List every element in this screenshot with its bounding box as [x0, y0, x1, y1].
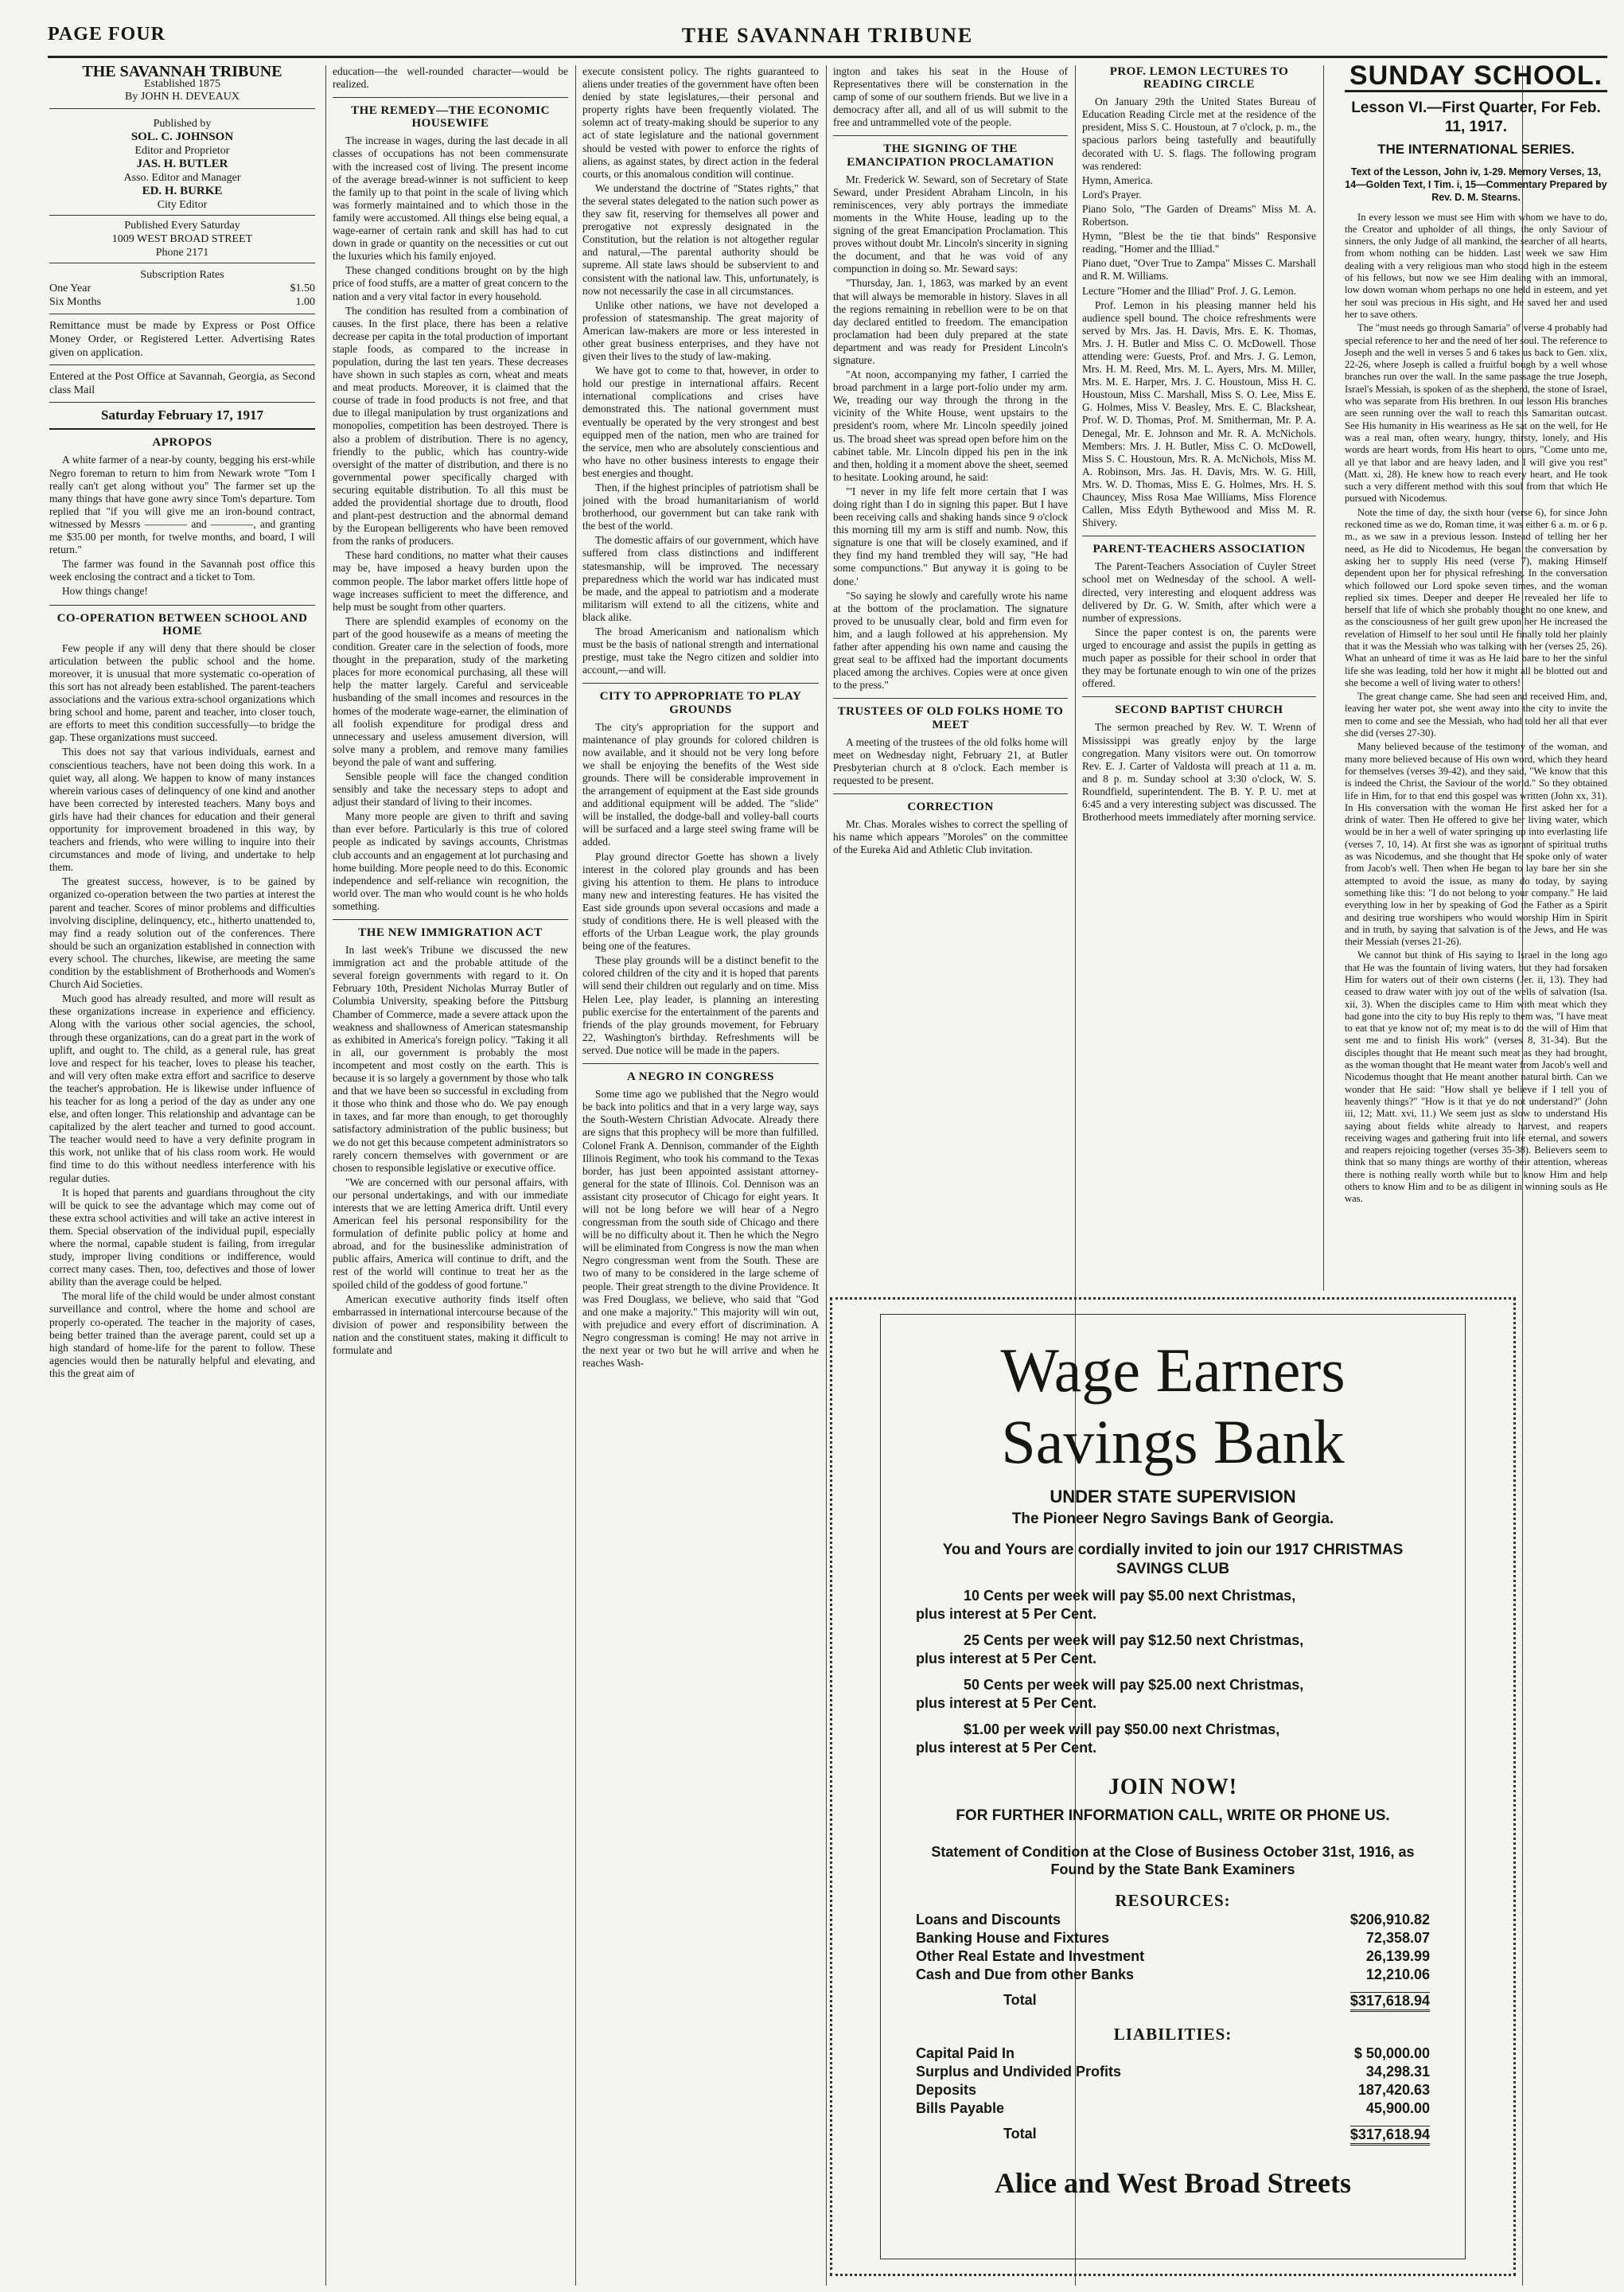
- article-paragraph: The Parent-Teachers Association of Cuyler Street school met on Wednesday of the school. A well-directed, very interesting and eloquent address was delivered by Dr. G. W. Smith, after which were a number of expressions.: [1082, 560, 1316, 624]
- article-headline: SECOND BAPTIST CHURCH: [1082, 696, 1316, 716]
- article-paragraph: The "must needs go through Samaria" of verse 4 probably had special reference to her and the need of her soul. The reference to Joseph and the well in verses 5 and 6 takes us back to Gen. xlix, 22-26, where Joseph is called a fruitful bough by a well whose branches run over the wall. In the same passage the true Joseph, Israel's Messiah, is spoken of as the shepherd, the stone of Israel, who was separate from His brethren. In our lesson His branches are seen running over the wall to reach this Samaritan outcast. See His humanity in His weariness as He sat on the well, for He was a real man, often weary, hungry, thirsty, lonely, and His words are heart words, from His heart to ours, "Come unto me, all ye that labor and are heavy laden, and I will give you rest" (Matt. xi, 28). He knew how to reach every heart, and He took such a very different method with this soul from that which He pursued with Nicodemus.: [1345, 322, 1607, 505]
- office-info: [49, 216, 315, 263]
- article-paragraph: These play grounds will be a distinct benefit to the colored children of the city and it is hoped that parents will send their children out regularly and on time. Miss Helen Lee, play leader, is planning an interesting public exercise for the entertainment of the parents and friends of the play grounds movement, for February 22, Washington's birthday. Refreshments will be served. Due notice will be made in the papers.: [582, 954, 819, 1056]
- page-number-label: PAGE FOUR: [48, 24, 166, 45]
- rates-title: Subscription Rates: [140, 269, 224, 282]
- article-continuation: ington and takes his seat in the House of Representatives there will be consternation in the camp of some of our southern friends. But we live in a democracy after all, and all of us will submit to the free and untrammelled vote of the people.: [833, 65, 1068, 129]
- contact-callout: FOR FURTHER INFORMATION CALL, WRITE OR PHONE US.: [956, 1807, 1390, 1824]
- article-paragraph: Note the time of day, the sixth hour (verse 6), for since John reckoned time as we do, Roman time, it was either 6 a. m. or 6 p. m., as we saw in a previous lesson. Instead of telling her her need, as He did to Nicodemus, He began the conversation by asking her to supply His need (verse 7), making Himself dependent upon her for physical refreshing. In the conversation which followed our Lord spoke seven times, and the woman replied six times. Deeper and deeper He revealed her life to herself that life of which she probably thought no one knew, and as the consciousness of her guilt grew upon her He increased the revelation of Himself to her soul until He finally told her plainly that it was the Messiah who was talking with her (verses 25, 26). What an unheard of time it was as He laid bare to her the sinful life she was leading, told her how it might all be blotted out and she become a well of living water to others!: [1345, 506, 1607, 688]
- program-item: Lecture "Homer and the Illiad" Prof. J. G. Lemon.: [1082, 284, 1296, 297]
- advertisement-frame: [880, 1314, 1466, 2259]
- article-paragraph: We understand the doctrine of "States rights," that the several states delegated to the nation such power as they saw fit, reserving for themselves all power and prerogative not expressly designated in the Constitution, but the relation is not altogether regular and natural,—The parental authority should be supreme. All state laws should be subservient to and consistent with the national law. This, unfortunately, is now not necessarily the case in all circumstances.: [582, 181, 819, 297]
- savings-plan: $1.00 per week will pay $50.00 next Christmas, plus interest at 5 Per Cent.: [916, 1721, 1280, 1756]
- article-paragraph: Prof. Lemon in his pleasing manner held his audience spell bound. The choice refreshments were served by Mrs. Jas. H. Davis, Mrs. E. K. Thomas, Mrs. J. H. Butler and Miss C. O. McDowell. Those attending were: Guests, Prof. and Mrs. J. G. Lemon, Mrs. H. M. Reed, Mrs. M. L. Ayers, Mrs. M. Miller, Mrs. M. E. Harper, Mrs. J. C. Houstoun, Miss H. C. Houstoun, Miss C. Marshall, Miss S. O. Lee, Miss E. G. Holmes, Miss V. Beasley, Mrs. E. C. Blackshear, Prof. W. D. Thomas, Prof. M. Smitherman, Mr. P. A. Denegal, Mr. E. Johnson and Mr. R. A. McNichols. Members: Mrs. J. H. Butler, Miss C. O. McDowell, Miss S. C. Houstoun, Mrs. R. A. McNichols, Miss M. A. Robinson, Mrs. Jas. H. Davis, Mrs. W. G. Hill, Mrs. W. D. Thomas, Miss E. G. Holmes, Mrs. H. S. Chauncey, Miss Rosa Mae Williams, Miss Florence Callen, Miss Edyth Bythewood and Miss M. R. Shivery.: [1082, 298, 1316, 529]
- liabilities-total: Total $317,618.94: [916, 2126, 1430, 2146]
- article-headline: A NEGRO IN CONGRESS: [582, 1063, 819, 1083]
- program-item: Piano duet, "Over True to Zampa" Misses C. Marshall and R. M. Williams.: [1082, 257, 1316, 283]
- office-address: 1009 WEST BROAD STREET: [111, 233, 253, 246]
- column-rule: [1323, 65, 1324, 1291]
- article-headline: APROPOS: [152, 436, 212, 450]
- publication-schedule: Published Every Saturday: [124, 220, 240, 232]
- article-headline: CITY TO APPROPRIATE TO PLAY GROUNDS: [582, 683, 819, 715]
- article-paragraph: "At noon, accompanying my father, I carried the broad parchment in a large port-folio under my arm. We, treading our way through the throng in the vicinity of the White House, went upstairs to the president's room, where Mr. Lincoln speedily joined us. The broad sheet was spread open before him on the cabinet table. Mr. Lincoln dipped his pen in the ink and then, holding it a moment above the sheet, seemed to hesitate. Looking around, he said:: [833, 368, 1068, 483]
- article-paragraph: In last week's Tribune we discussed the new immigration act and the probable attitude of the several foreign governments with regard to it. On February 10th, President Nicholas Murray Butler of Columbia University, speaking before the Pittsburg Chamber of Commerce, made a severe attack upon the weakness and shallowness of American statesmanship as exhibited in America's foreign policy. "Taking it all in all, our government is probably the most incompetent and most costly on the earth. This is because it is so largely a government by those who talk and that we have been so successful in excluding from it those who think and those who do. We pay enough in taxes, and far more than enough, to get thoroughly satisfactory administration of the public business; but we do not get this because competent administrators so rarely concern themselves with government or are chosen to responsible legislative or executive office.: [333, 944, 568, 1174]
- resources-heading: RESOURCES:: [1115, 1891, 1231, 1910]
- article-paragraph: The broad Americanism and nationalism which must be the basis of national strength and international prestige, must take the Negro citizen and soldier into account,—and will.: [582, 626, 819, 676]
- column-3: [582, 65, 819, 2286]
- resource-row: Banking House and Fixtures 72,358.07: [916, 1930, 1430, 1946]
- founder-line: By JOHN H. DEVEAUX: [125, 91, 240, 103]
- rate-row: One Year $1.50: [49, 283, 315, 295]
- statement-heading: Statement of Condition at the Close of Business October 31st, 1916, as Found by the State Bank Examiners: [931, 1844, 1415, 1877]
- column-4: [833, 65, 1068, 1291]
- liability-row: Surplus and Undivided Profits 34,298.31: [916, 2064, 1430, 2080]
- article-headline: PROF. LEMON LECTURES TO READING CIRCLE: [1109, 65, 1289, 92]
- resource-row: Cash and Due from other Banks 12,210.06: [916, 1967, 1430, 1982]
- article-paragraph: A white farmer of a near-by county, begging his erst-while Negro foreman to return to him from Newark wrote "Tom I really can't get along without you" The farmer set up the many things that have gone awry since Tom's departure. Tom replied that "if you will give me an iron-bound contract, witnessed by Messrs ———— and ————, and granting me $35.00 per month, for twelve months, and board, I will return.": [49, 454, 315, 556]
- article-paragraph: "So saying he slowly and carefully wrote his name at the bottom of the proclamation. The signature proved to be unusually clear, bold and firm even for him, and a laugh followed at his apprehension. My father after appending his own name and causing the great seal to be affixed had the important documents placed among the archives. Copies were at once given to the press.": [833, 589, 1068, 692]
- article-paragraph: Play ground director Goette has shown a lively interest in the colored play grounds and has been giving his attention to them. He plans to introduce many new and interesting features. He has visited the East side grounds upon several occasions and made a study of conditions there. He is well pleased with the efforts of the Urban League work, the play grounds being one of the features.: [582, 850, 819, 953]
- article-paragraph: These hard conditions, no matter what their causes may be, have imposed a heavy burden upon the common people. The labor market offers little hope of wage increases sufficient to meet the difference, and help must be sought from other quarters.: [333, 549, 568, 613]
- article-paragraph: "Thursday, Jan. 1, 1863, was marked by an event that will always be memorable in history. Slaves in all the regions remaining in rebellion were to be on that day declared entitled to freedom. The emancipation proclamation had been duly prepared at the state department and was ready for President Lincoln's signature.: [833, 277, 1068, 366]
- article-paragraph: The sermon preached by Rev. W. T. Wrenn of Mississippi was greatly enjoy by the large congregation. Many visitors were out. On tomorrow Rev. E. J. Carter of Valdosta will preach at 11 a. m. and 8 p. m. Sunday school at 3:30 o'clock, W. S. Roundfield, superintendent. The B. Y. P. U. met at 6:45 and a very interesting subject was discussed. The Brotherhood meets immediately after morning service.: [1082, 721, 1316, 824]
- article-paragraph: On January 29th the United States Bureau of Education Reading Circle met at the residence of the president, Miss S. C. Houstoun, at 7 o'clock, p. m., the spacious parlors being tastefully and beautifully decorated with U. S. flags. The following program was rendered:: [1082, 96, 1316, 172]
- article-paragraph: A meeting of the trustees of the old folks home will meet on Wednesday night, February 21, at Butler Presbyterian church at 8 o'clock. Each member is requested to be present.: [833, 735, 1068, 786]
- article-paragraph: Since the paper contest is on, the parents were urged to encourage and assist the pupils in getting as much paper as possible for their school in order that they may be fortunate enough to win one of the prizes offered.: [1082, 626, 1316, 690]
- article-headline: PARENT-TEACHERS ASSOCIATION: [1082, 536, 1316, 555]
- office-phone: Phone 2171: [155, 247, 209, 259]
- supervision-line: UNDER STATE SUPERVISION: [1050, 1487, 1296, 1507]
- article-headline: CORRECTION: [833, 793, 1068, 813]
- column-rule: [575, 65, 576, 2286]
- article-paragraph: "'I never in my life felt more certain that I was doing right than I do in signing this paper. But I have been receiving calls and shaking hands since 9 o'clock this morning till my arm is stiff and numb. Now, this signature is one that will be closely examined, and if they find my hand trembled they will say, "He had some compunctions." But anyway it is going to be done.': [833, 485, 1068, 587]
- associate-editor-name: JAS. H. BUTLER: [136, 158, 228, 171]
- article-paragraph: American executive authority finds itself often embarrassed in international intercourse because of the division of power and responsibility between the nation and the constituent states, making it difficult to formulate and: [333, 1292, 568, 1356]
- remittance-note: Remittance must be made by Express or Post Office Money Order, or Registered Letter. Advertising Rates given on application.: [49, 314, 315, 365]
- article-headline: THE REMEDY—THE ECONOMIC HOUSEWIFE: [333, 97, 568, 130]
- article-paragraph: The greatest success, however, is to be gained by organized co-operation between the two parties at interest the parent and teacher. Scores of minor problems and difficulties involving discipline, delinquency, etc., hitherto unattended to, may find a ready solution out of the conferences. There should be such an organization established in connection with every school. The churches, likewise, are meeting the same condition by the establishment of Brotherhoods and Women's Church Aid Societies.: [49, 875, 315, 991]
- liability-row: Deposits 187,420.63: [916, 2082, 1430, 2098]
- subscription-rates: [49, 263, 315, 314]
- masthead-title: THE SAVANNAH TRIBUNE: [82, 65, 282, 80]
- article-paragraph: Many more people are given to thrift and saving than ever before. Particularly is this true of colored people as indicated by savings accounts, Christmas club accounts and an engagement at lot purchasing and home building. More people need to do this. Economic independence and self-reliance win recognition, the world over. The man who would count is he who holds something.: [333, 810, 568, 912]
- article-paragraph: Sensible people will face the changed condition sensibly and take the necessary steps to adopt and adjust their standard of living to their incomes.: [333, 770, 568, 809]
- liability-row: Bills Payable 45,900.00: [916, 2100, 1430, 2116]
- article-paragraph: These changed conditions brought on by the high price of food stuffs, are a matter of great concern to the nation and a very vital factor in every household.: [333, 264, 568, 302]
- city-editor-name: ED. H. BURKE: [142, 185, 223, 198]
- header-rule: [48, 56, 1607, 58]
- article-continuation: execute consistent policy. The rights guaranteed to aliens under treaties of the government have often been denied by state legislatures,—their personal and property rights have been frequently violated. The solemn act of treaty-making should be superior to any act of state legislature and the national government should be vested with power to enforce the rights of aliens, as against states, by direct action in the federal courts, or this anomalous condition will continue.: [582, 65, 819, 180]
- sunday-school-title: SUNDAY SCHOOL.: [1345, 65, 1607, 92]
- established-line: Established 1875: [143, 78, 221, 91]
- resource-row: Other Real Estate and Investment 26,139.99: [916, 1948, 1430, 1964]
- bank-name-line-1: Wage Earners: [1000, 1335, 1346, 1405]
- publisher-info: [49, 114, 315, 216]
- rate-row: Six Months 1.00: [49, 296, 315, 309]
- associate-editor-role: Asso. Editor and Manager: [123, 172, 241, 185]
- published-by: Published by: [153, 118, 212, 131]
- article-paragraph: Much good has already resulted, and more will result as these organizations increase in experience and efficiency. Along with the various other social agencies, the school, through these organizations, can do a great part in the work of uplift, and ought to. The child, as a general rule, has great love and respect for his teacher, loves to please his teacher, and will very often make extra effort and sacrifice to deserve the teacher's approbation. He is likewise under influence of his teacher for as long a period of the day as under any one else, and often longer. This relationship and advantage can be capitalized by the alert teacher and turned to good account. The teacher would need to have a very definite program in this work, not unlike that of his class room work. He would find time to do this without needless interference with his regular duties.: [49, 992, 315, 1184]
- publisher-role: Editor and Proprietor: [134, 145, 230, 158]
- article-paragraph: "We are concerned with our personal affairs, with our personal undertakings, and with our immediate interests that we are letting America drift. Until every American feel his personal responsibility for the formulation of definite public policy at home and abroad, and for the businesslike administration of public affairs, America will continue to drift, and the rest of the world will continue to treat her as the spoiled child of the goddess of good fortune.": [333, 1175, 568, 1291]
- article-headline: CO-OPERATION BETWEEN SCHOOL AND HOME: [49, 605, 315, 637]
- column-5: [1082, 65, 1316, 1291]
- column-rule: [826, 65, 827, 2286]
- column-2: [333, 65, 568, 2286]
- article-paragraph: How things change!: [62, 585, 148, 598]
- article-paragraph: The condition has resulted from a combination of causes. In the first place, there has been a relative decrease per capita in the total production of important staple foods, as compared to the increase in population, during the last ten years. These decreases have shown in such staples as corn, wheat and meats and meat products. Moreover, it is claimed that the course of trade in food products is not free, and that due to illegal manipulation by trust organizations and monopolies, competition has been destroyed. There is also a problem of distribution. There is no agency, friendly to the public, which has country-wide oversight of the matter of distribution, and there is no governmental power specifically charged with securing equitable distribution. To all this must be added the providential shortage due to drouth, flood and plant-pest destruction and the abnormal demand by the European belligerents who have been removed from the ranks of producers.: [333, 304, 568, 548]
- bank-advertisement: [830, 1297, 1516, 2276]
- article-headline: TRUSTEES OF OLD FOLKS HOME TO MEET: [833, 698, 1068, 731]
- article-paragraph: Mr. Frederick W. Seward, son of Secretary of State Seward, under President Abraham Lincoln, in his reminiscences, very ably portrays the immediate moments in the White House, leading up to the signing of the great Emancipation Proclamation. This proves without doubt Mr. Lincoln's sincerity in signing the document, and that he was void of any compunction in doing so. Mr. Seward says:: [833, 173, 1068, 275]
- program-item: Hymn, "Blest be the tie that binds" Responsive reading, "Homer and the Illiad.": [1082, 230, 1316, 255]
- column-1: [49, 65, 315, 2286]
- article-headline: THE SIGNING OF THE EMANCIPATION PROCLAMATION: [833, 135, 1068, 168]
- article-paragraph: Then, if the highest principles of patriotism shall be joined with the broad humanitarianism of world brotherhood, our government but can take rank with the best of the world.: [582, 481, 819, 532]
- article-paragraph: In every lesson we must see Him with whom we have to do, the Creator and upholder of all things, the only Saviour of sinners, the only Judge of all mankind, the searcher of all hearts, from whom nothing can be hidden. Last week we saw Him dealing with a very religious man who stood high in the esteem of his fellows, but now we see Him dealing with an immoral, low down woman whom perhaps no one held in esteem, and yet her soul was precious in His sight, and He saved her and used her to save others.: [1345, 211, 1607, 320]
- lesson-heading: Lesson VI.—First Quarter, For Feb. 11, 1917.: [1351, 99, 1601, 136]
- article-paragraph: Many believed because of the testimony of the woman, and many more believed because of His own word, which they heard for themselves (verses 39-42), and they said, "We know that this is indeed the Christ, the Saviour of the world." So they obtained life in Him, for to that end this gospel was written (John xx, 31). In His conversation with the woman He first asked her for a drink of water. Then He offered to give her living water, which would be in her a well of water springing up into everlasting life (verses 7, 10, 14). At first she was as ignorant of spiritual truths as was Nicodemus, and she thought that He spoke only of water from Jacob's well. Then when He began to lay bare her sin she attempted to avoid the issue, as many do today, by saying something like this: "I do not belong to your company." He laid everything low in her by speaking of God the Father as a Spirit and desiring true worshipers who would worship Him in Spirit and in truth, by saying that salvation is of the Jews, and He was their Messiah (verses 21-26).: [1345, 741, 1607, 948]
- resources-total: Total $317,618.94: [916, 1992, 1430, 2012]
- postal-entry-note: Entered at the Post Office at Savannah, Georgia, as Second class Mail: [49, 365, 315, 403]
- article-paragraph: The domestic affairs of our government, which have suffered from class distinctions and indifferent statesmanship, will be improved. The necessary preparedness which the world war has indicated must be made, and the appeal to patriotism and a moderate militarism will extend to all the citizens, white and black alike.: [582, 534, 819, 623]
- article-paragraph: Some time ago we published that the Negro would be back into politics and that in a very large way, says the South-Western Christian Advocate. Already there are signs that this prophecy will be more than fulfilled. Colonel Frank A. Dennison, commander of the Eighth Illinois Regiment, who took his command to the Texas border, has just been appointed assistant attorney-general for the state of Illinois. Col. Dennison was an assistant city prosecutor of Chicago for eight years. It will not be long before we will hear of a Negro congressman from the south side of Chicago and there will be no difficulty about it. Then he which the Negro will be eliminated from Congress is now the man when Negro congressman went from the South. These are two of many to be considered in the large scheme of people. Their great strength to the divine Providence. It was Fred Douglass, we believe, who said that "God and one make a majority." This majority will win out, with prejudice and every effort of discrimination. A Negro congressman is coming! He may not arrive in the next year or two but he will arrive and when he reaches Wash-: [582, 1088, 819, 1370]
- article-paragraph: Few people if any will deny that there should be closer articulation between the public school and the home. moreover, it is unusual that more systematic co-operation of this sort has not already been established. The parent-teachers associations and the various extra-school organizations which bring school and home, parent and teacher, into closer touch, are efforts to meet this condition successfully—to bridge the gap. These organizations must succeed.: [49, 641, 315, 744]
- article-paragraph: The moral life of the child would be under almost constant surveillance and control, where the home and school are properly co-operated. The teacher in the majority of cases, being better trained than the average parent, could set up a high standard of home-life for the parent to follow. These agencies would then be naturally helpful and elevating, and this the great aim of: [49, 1290, 315, 1379]
- article-paragraph: Mr. Chas. Morales wishes to correct the spelling of his name which appears "Moroles" on the committee of the Eureka Aid and Athletic Club invitation.: [833, 818, 1068, 856]
- issue-date: Saturday February 17, 1917: [49, 403, 315, 430]
- article-continuation: education—the well-rounded character—would be realized.: [333, 65, 568, 91]
- bank-name-line-2: Savings Bank: [1001, 1407, 1345, 1476]
- resource-row: Loans and Discounts $206,910.82: [916, 1912, 1430, 1928]
- liability-row: Capital Paid In $ 50,000.00: [916, 2045, 1430, 2061]
- program-item: Piano Solo, "The Garden of Dreams" Miss M. A. Robertson.: [1082, 202, 1316, 228]
- article-headline: THE NEW IMMIGRATION ACT: [333, 919, 568, 939]
- article-paragraph: The farmer was found in the Savannah post office this week enclosing the contract and a ticket to Tom.: [49, 558, 315, 583]
- page-header: [48, 22, 1607, 54]
- column-rule: [325, 65, 326, 2286]
- series-heading: THE INTERNATIONAL SERIES.: [1377, 142, 1575, 158]
- masthead-box: [49, 65, 315, 109]
- club-invitation: You and Yours are cordially invited to join our 1917 CHRISTMAS SAVINGS CLUB: [942, 1542, 1404, 1577]
- savings-plan: 50 Cents per week will pay $25.00 next Christmas, plus interest at 5 Per Cent.: [916, 1677, 1304, 1711]
- article-paragraph: There are splendid examples of economy on the part of the good housewife as a means of meeting the condition. Greater care in the selection of foods, more thought in the preparation, study of the marketing places for more economical purchasing, all these will help the matter largely. Careful and serviceable husbanding of the small incomes and resources in the homes of the moderate wage-earner, the elimination of all foolish expenditure for prodigal dress and unnecessary and useless amusement diversion, will solve many a problem, and remove many families beyond the pale of want and suffering.: [333, 614, 568, 768]
- article-paragraph: We cannot but think of His saying to Israel in the long ago that He was the fountain of living waters, but they had forsaken Him for waters out of their own cisterns (Jer. ii, 13). They had ceased to draw water with joy out of the wells of salvation (Isa. xii, 3). When the disciples came to Him with meat which they had gone into the city to buy His reply to them was, "I have meat to eat that ye know not of; my meat is to do the will of Him that sent me and to finish His work" (verses 8, 31-34). But the disciples thought that He meant such meat as they had brought, as the woman thought that He meant water from Jacob's well and Nicodemus thought that He meant another natural birth. Can we wonder that He said: "How shall ye believe if I tell you of heavenly things?" "How is it that ye do not understand?" (John iii, 12; Matt. xvi, 11.) We seem just as slow to understand His saying about fields white already to harvest, and reapers receiving wages and gathering fruit into life eternal, and sowers and reapers rejoicing together (verses 35-38). Believers seem to think that so many things are worthy of their attention, whereas there is nothing really worth while but to know Him and help others to know Him and to be as diligent in winning souls as He was.: [1345, 949, 1607, 1205]
- running-masthead: THE SAVANNAH TRIBUNE: [681, 24, 974, 47]
- article-paragraph: We have got to come to that, however, in order to hold our prestige in international affairs. Recent international complications and crises have demonstrated this. The national government must eventually be operated by the very strongest and best equipped men of the nation, men who are trained for the service, men who are absolutely conscientious and who have no other business interests to engage their best energies and thought.: [582, 364, 819, 479]
- article-paragraph: This does not say that various individuals, earnest and conscientious teachers, have not been doing this work. In a quiet way, all along. We happen to know of many instances wherein various cases of delinquency of one kind and another have been corrected by interested teachers. Many boys and girls have had their chances for education and their general opportunity for improvement broadened in this way, by teachers and friends, who were willing to inquire into their circumstances and mode of living, and undertake to help them.: [49, 746, 315, 874]
- lesson-text-info: Text of the Lesson, John iv, 1-29. Memory Verses, 13, 14—Golden Text, I Tim. i, 15—Commentary Prepared by Rev. D. M. Stearns.: [1345, 166, 1607, 203]
- article-paragraph: Unlike other nations, we have not developed a profession of statesmanship. The great majority of American law-makers are more or less interested in other great business enterprises, and they have not given their lives to the study of law-making.: [582, 298, 819, 363]
- program-item: Lord's Prayer.: [1082, 188, 1142, 201]
- article-paragraph: The city's appropriation for the support and maintenance of play grounds for colored children is now available, and it should not be very long before we shall be enjoying the benefits of the West side grounds. There will be considerable improvement in the arrangement of equipment at the East side grounds and additional equipment will be added. The "slide" will be installed, the dodge-ball and volley-ball courts will be surfaced and a large steel swing frame will be added.: [582, 720, 819, 848]
- city-editor-role: City Editor: [157, 199, 208, 212]
- bank-address: Alice and West Broad Streets: [995, 2167, 1351, 2199]
- pioneer-line: The Pioneer Negro Savings Bank of Georgia.: [1011, 1510, 1334, 1527]
- savings-plan: 10 Cents per week will pay $5.00 next Christmas, plus interest at 5 Per Cent.: [916, 1588, 1296, 1622]
- publisher-name: SOL. C. JOHNSON: [130, 131, 234, 144]
- program-item: Hymn, America.: [1082, 173, 1153, 186]
- liabilities-heading: LIABILITIES:: [1113, 2025, 1233, 2044]
- savings-plan: 25 Cents per week will pay $12.50 next Christmas, plus interest at 5 Per Cent.: [916, 1632, 1304, 1666]
- article-paragraph: It is hoped that parents and guardians throughout the city will be quick to see the advantage which may come out of these extra school activities and will take an active interest in them. Special observation of the individual pupil, especially where the normal, capable student is failing, from irregular study, improper living conditions or indifference, would correct many cases. Then, too, defectives and those of lower ability than the average could be helped.: [49, 1186, 315, 1288]
- article-paragraph: The increase in wages, during the last decade in all classes of occupations has not been commensurate with the increased cost of living. The present income of the average bread-winner is not sufficient to keep the family up to that point in the scale of living which was formerly maintained and to which those in the family were accustomed. All things else being equal, a wage-earner of certain rank and skill has had to cut down in grade or quantity on the necessities or cut out the luxuries which his family enjoyed.: [333, 134, 568, 263]
- article-paragraph: The great change came. She had seen and received Him, and, leaving her water pot, she went away into the city to invite the men to come and see the Messiah, who had told her all that ever she did (verses 27-30).: [1345, 691, 1607, 739]
- join-now-callout: JOIN NOW!: [1108, 1775, 1238, 1799]
